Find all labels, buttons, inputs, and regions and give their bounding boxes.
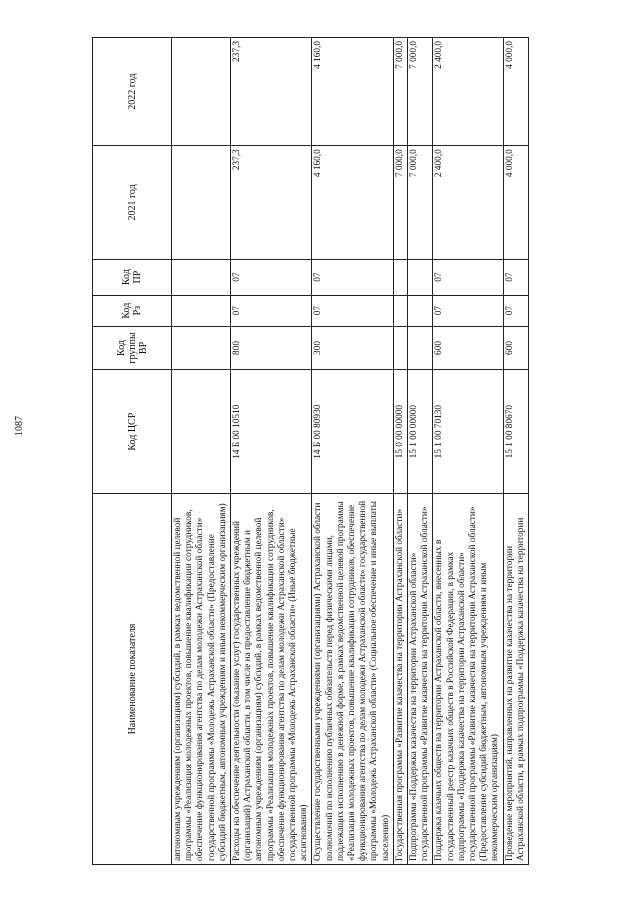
cell-rz: 07: [231, 295, 312, 326]
cell-2022: 7 000,0: [393, 38, 407, 146]
header-row: [93, 38, 172, 865]
cell-vr: [408, 326, 433, 370]
header-pr: Код ПР: [93, 259, 172, 295]
table-row: [393, 38, 407, 865]
cell-name: Поддержка казачьих обществ на территории Астраханской области, внесенных в государственный реестр казачьих обществ в Российской Федерации, в рамках подпрограммы «Поддержка казачества на территории Астраханской области» государственной программы «Развитие казачества на территории Астраханской области» (Предоставление субсидий бюджетным, автономным учреждениям и иным некоммерческим организациям): [433, 494, 503, 865]
cell-name: Расходы на обеспечение деятельности (оказание услуг) государственных учреждений (организаций) Астраханской области, в том числе на предоставление бюджетным и автономным учреждениям (организациям) субсидий, в рамках ведомственной целевой программы «Реализация молодежных проектов, повышение квалификации сотрудников, обеспечение функционирования агентства по делам молодежи Астраханской области» государственной программы «Молодежь Астраханской области» (Иные бюджетные ассигнования): [231, 494, 312, 865]
table-row: [231, 38, 312, 865]
cell-pr: 07: [433, 259, 503, 295]
header-vr: Код группы ВР: [93, 326, 172, 370]
cell-2021: [172, 146, 231, 259]
cell-rz: 07: [312, 295, 393, 326]
cell-pr: [408, 259, 433, 295]
cell-rz: 07: [433, 295, 503, 326]
cell-csr: 15 1 00 80670: [503, 370, 528, 494]
cell-csr: 14 Б 00 10510: [231, 370, 312, 494]
cell-2021: 4 000,0: [503, 146, 528, 259]
table-row: [503, 38, 528, 865]
header-rz: Код Рз: [93, 295, 172, 326]
cell-vr: 600: [433, 326, 503, 370]
header-2022: 2022 год: [93, 38, 172, 146]
cell-2022: 4 160,0: [312, 38, 393, 146]
cell-pr: 07: [503, 259, 528, 295]
table-row: [408, 38, 433, 865]
cell-vr: 800: [231, 326, 312, 370]
table-row: [312, 38, 393, 865]
cell-csr: [172, 370, 231, 494]
cell-pr: 07: [231, 259, 312, 295]
cell-name: Государственная программа «Развитие казачества на территории Астраханской области»: [393, 494, 407, 865]
cell-vr: 300: [312, 326, 393, 370]
cell-name: Осуществление государственными учреждениями (организациями) Астраханской области полномочий по исполнению публичных обязательств перед физическими лицами, подлежащих исполнению в денежной форме, в рамках ведомственной целевой программы «Реализация молодежных проектов, повышение квалификации сотрудников, обеспечение функционирования агентства по делам молодежи Астраханской области» государственной программы «Молодежь Астраханской области» (Социальное обеспечение и иные выплаты населению): [312, 494, 393, 865]
cell-2022: 237,3: [231, 38, 312, 146]
cell-name: Проведение мероприятий, направленных на развитие казачества на территории Астраханской области, в рамках подпрограммы «Поддержка казачества на территории: [503, 494, 528, 865]
cell-rz: [393, 295, 407, 326]
page-number: 1087: [14, 416, 25, 436]
table-row: [172, 38, 231, 865]
cell-pr: [393, 259, 407, 295]
header-2021: 2021 год: [93, 146, 172, 259]
cell-pr: [172, 259, 231, 295]
cell-vr: [172, 326, 231, 370]
cell-2021: 237,3: [231, 146, 312, 259]
header-name: Наименование показателя: [93, 494, 172, 865]
cell-2021: 4 160,0: [312, 146, 393, 259]
rotated-page: [92, 37, 604, 865]
cell-pr: 07: [312, 259, 393, 295]
cell-vr: 600: [503, 326, 528, 370]
budget-table: [92, 37, 529, 865]
cell-2021: 7 000,0: [408, 146, 433, 259]
cell-name: автономным учреждениям (организациям) субсидий, в рамках ведомственной целевой программы «Реализация молодежных проектов, повышение квалификации сотрудников, обеспечение функционирования агентства по делам молодежи Астраханской области» государственной программы «Молодежь Астраханской области» (Предоставление субсидий бюджетным, автономным учреждениям и иным некоммерческим организациям): [172, 494, 231, 865]
cell-2021: 2 400,0: [433, 146, 503, 259]
header-csr: Код ЦСР: [93, 370, 172, 494]
cell-2022: 7 000,0: [408, 38, 433, 146]
cell-2022: 4 000,0: [503, 38, 528, 146]
cell-rz: [408, 295, 433, 326]
cell-csr: 15 1 00 70130: [433, 370, 503, 494]
cell-2022: 2 400,0: [433, 38, 503, 146]
cell-2021: 7 000,0: [393, 146, 407, 259]
cell-csr: 15 0 00 00000: [393, 370, 407, 494]
table-row: [433, 38, 503, 865]
cell-name: Подпрограмма «Поддержка казачества на территории Астраханской области» государственной программы «Развитие казачества на территории Астраханской области»: [408, 494, 433, 865]
cell-csr: 14 Б 00 80930: [312, 370, 393, 494]
cell-rz: 07: [503, 295, 528, 326]
cell-rz: [172, 295, 231, 326]
cell-csr: 15 1 00 00000: [408, 370, 433, 494]
cell-vr: [393, 326, 407, 370]
cell-2022: [172, 38, 231, 146]
